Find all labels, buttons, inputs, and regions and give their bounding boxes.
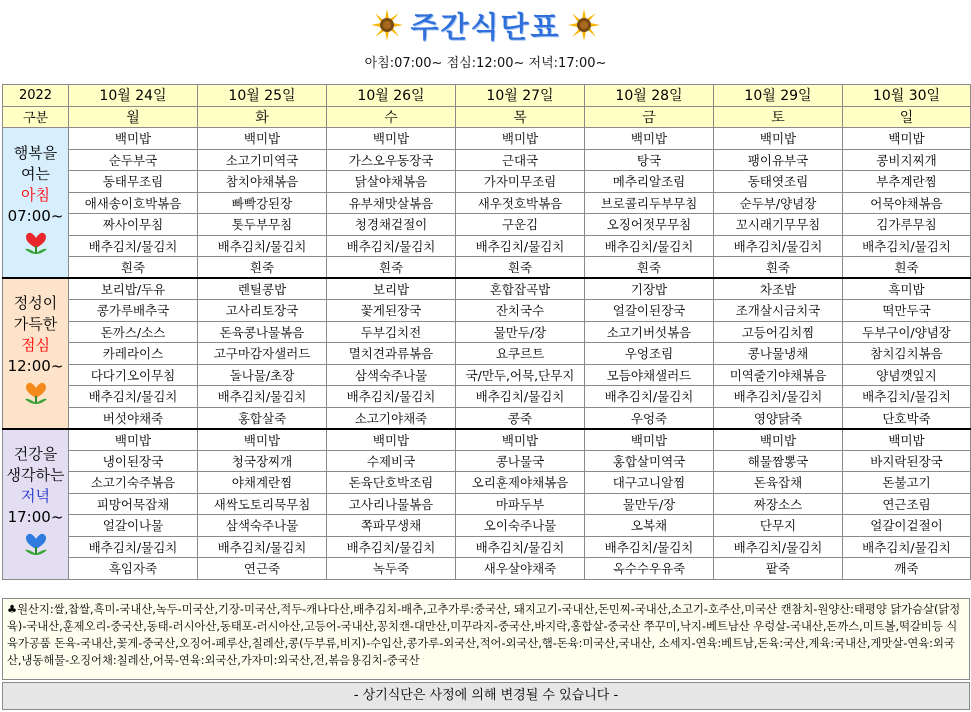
menu-cell: 어묵야채볶음 — [843, 192, 971, 214]
menu-cell: 배추김치/물김치 — [714, 386, 843, 408]
menu-cell: 고사리나물볶음 — [327, 493, 456, 515]
menu-cell: 짜사이무침 — [69, 214, 198, 236]
lunch-label — [3, 278, 69, 429]
menu-cell: 배추김치/물김치 — [69, 386, 198, 408]
menu-cell: 홍합살죽 — [198, 407, 327, 429]
menu-cell: 연근조림 — [843, 493, 971, 515]
menu-cell: 두부구이/양념장 — [843, 321, 971, 343]
menu-cell: 백미밥 — [69, 429, 198, 451]
menu-cell: 국/만두,어묵,단무지 — [456, 364, 585, 386]
menu-cell: 옥수수우유죽 — [585, 558, 714, 580]
breakfast-label — [3, 128, 69, 279]
date-cell: 10월 25일 — [198, 85, 327, 107]
menu-cell: 메추리알조림 — [585, 171, 714, 193]
menu-cell: 오복채 — [585, 515, 714, 537]
menu-cell: 새우젓호박볶음 — [456, 192, 585, 214]
meal-label-line2: 가득한 — [13, 315, 58, 334]
menu-cell: 배추김치/물김치 — [843, 386, 971, 408]
menu-cell: 혼합잡곡밥 — [456, 278, 585, 300]
meal-name: 아침 — [21, 185, 50, 204]
lunch-row — [3, 300, 971, 322]
menu-cell: 돈육콩나물볶음 — [198, 321, 327, 343]
menu-cell: 오이숙주나물 — [456, 515, 585, 537]
menu-cell: 백미밥 — [843, 128, 971, 150]
menu-cell: 유부채맛살볶음 — [327, 192, 456, 214]
menu-cell: 모듬야채샐러드 — [585, 364, 714, 386]
menu-cell: 돈육잡채 — [714, 472, 843, 494]
menu-cell: 배추김치/물김치 — [585, 235, 714, 257]
sunflower-icon — [370, 8, 404, 42]
menu-cell: 꼬시래기무무침 — [714, 214, 843, 236]
menu-cell: 참치김치볶음 — [843, 343, 971, 365]
menu-cell: 배추김치/물김치 — [69, 536, 198, 558]
menu-cell: 두부김치전 — [327, 321, 456, 343]
menu-cell: 수제비국 — [327, 450, 456, 472]
menu-cell: 홍합살미역국 — [585, 450, 714, 472]
menu-cell: 배추김치/물김치 — [198, 386, 327, 408]
menu-cell: 콩죽 — [456, 407, 585, 429]
year-cell: 2022 — [3, 85, 69, 107]
breakfast-row — [3, 171, 971, 193]
breakfast-row — [3, 257, 971, 279]
origin-info: ♣원산지:쌀,찹쌀,흑미-국내산,녹두-미국산,기장-미국산,적두-캐나다산,배추김치-배추,고추가루:중국산, 돼지고기-국내산,돈민찌-국내산,소고기-호주산,미국산 캔참치-원양산:태평양 닭가슴살(닭정육)-국내산,훈제오리-중국산,동태-러시아산,동태포-러시아산,고등어-국내산,꽁치캔-대만산,미꾸라지-중국산,바지락,홍합살-중국산 쭈꾸미,낙지-베트남산 우렁살-국내산,돈까스,미트볼,떡갈비등 식육가공품 돈육-국내산,꽃게-중국산,오징어-페루산,칠레산,콩(두부류,비지)-수입산,콩가루-외국산,적어-외국산,햄-돈육:미국산,국내산, 소세지-연육:베트남,돈육:국산,계육:국내산,게맛살-연육:외국산,냉동해물-오징어채:칠레산,어묵-연육:외국산,가자미:외국산,전,볶음용김치-중국산 — [2, 598, 970, 680]
menu-cell: 부추계란찜 — [843, 171, 971, 193]
breakfast-row — [3, 214, 971, 236]
menu-cell: 배추김치/물김치 — [714, 235, 843, 257]
menu-cell: 청국장찌개 — [198, 450, 327, 472]
menu-cell: 얼갈이겉절이 — [843, 515, 971, 537]
dinner-row — [3, 450, 971, 472]
gubun-cell: 구분 — [3, 106, 69, 128]
menu-cell: 소고기야채죽 — [327, 407, 456, 429]
menu-cell: 야채계란찜 — [198, 472, 327, 494]
menu-cell: 백미밥 — [327, 429, 456, 451]
meal-label-line2: 여는 — [21, 164, 50, 183]
menu-cell: 오징어젓무무침 — [585, 214, 714, 236]
menu-cell: 흰죽 — [69, 257, 198, 279]
sunflower-icon — [567, 8, 601, 42]
menu-cell: 피망어묵잡채 — [69, 493, 198, 515]
menu-cell: 순두부국 — [69, 149, 198, 171]
menu-cell: 배추김치/물김치 — [714, 536, 843, 558]
menu-cell: 배추김치/물김치 — [843, 536, 971, 558]
menu-cell: 조개살시금치국 — [714, 300, 843, 322]
menu-cell: 애새송이호박볶음 — [69, 192, 198, 214]
date-cell: 10월 26일 — [327, 85, 456, 107]
menu-cell: 근대국 — [456, 149, 585, 171]
menu-cell: 배추김치/물김치 — [456, 386, 585, 408]
menu-cell: 해물짬뽕국 — [714, 450, 843, 472]
meal-time: 17:00~ — [7, 508, 64, 526]
menu-cell: 팥죽 — [714, 558, 843, 580]
menu-cell: 동태무조림 — [69, 171, 198, 193]
menu-cell: 물만두/장 — [585, 493, 714, 515]
menu-cell: 보리밥 — [327, 278, 456, 300]
menu-cell: 콩가루배추국 — [69, 300, 198, 322]
menu-cell: 삼색숙주나물 — [327, 364, 456, 386]
menu-cell: 떡만두국 — [843, 300, 971, 322]
menu-cell: 배추김치/물김치 — [327, 235, 456, 257]
header — [0, 0, 971, 84]
dinner-row — [3, 493, 971, 515]
menu-cell: 배추김치/물김치 — [456, 536, 585, 558]
menu-cell: 배추김치/물김치 — [198, 536, 327, 558]
menu-cell: 새우살야채죽 — [456, 558, 585, 580]
menu-cell: 흑임자죽 — [69, 558, 198, 580]
date-cell: 10월 28일 — [585, 85, 714, 107]
menu-cell: 김가루무침 — [843, 214, 971, 236]
meal-name: 점심 — [21, 336, 50, 355]
menu-cell: 배추김치/물김치 — [456, 235, 585, 257]
menu-cell: 흰죽 — [585, 257, 714, 279]
menu-cell: 콩나물냉채 — [714, 343, 843, 365]
date-cell: 10월 27일 — [456, 85, 585, 107]
menu-cell: 콩나물국 — [456, 450, 585, 472]
lunch-row — [3, 386, 971, 408]
breakfast-row — [3, 192, 971, 214]
menu-cell: 물만두/장 — [456, 321, 585, 343]
menu-cell: 백미밥 — [198, 429, 327, 451]
menu-cell: 돈불고기 — [843, 472, 971, 494]
menu-cell: 백미밥 — [585, 429, 714, 451]
dinner-row — [3, 472, 971, 494]
day-cell: 토 — [714, 106, 843, 128]
menu-cell: 빠빡강된장 — [198, 192, 327, 214]
day-cell: 금 — [585, 106, 714, 128]
menu-cell: 백미밥 — [456, 128, 585, 150]
menu-cell: 깨죽 — [843, 558, 971, 580]
menu-cell: 요쿠르트 — [456, 343, 585, 365]
menu-cell: 잔치국수 — [456, 300, 585, 322]
menu-cell: 백미밥 — [456, 429, 585, 451]
dinner-row — [3, 536, 971, 558]
menu-cell: 동태엿조림 — [714, 171, 843, 193]
menu-cell: 기장밥 — [585, 278, 714, 300]
menu-cell: 백미밥 — [198, 128, 327, 150]
menu-cell: 새싹도토리묵무침 — [198, 493, 327, 515]
dinner-row — [3, 515, 971, 537]
meal-label-line1: 건강을 — [13, 445, 58, 463]
dinner-label — [3, 429, 69, 580]
menu-cell: 배추김치/물김치 — [69, 235, 198, 257]
day-cell: 목 — [456, 106, 585, 128]
menu-cell: 흑미밥 — [843, 278, 971, 300]
day-cell: 수 — [327, 106, 456, 128]
menu-cell: 배추김치/물김치 — [327, 536, 456, 558]
menu-cell: 소고기버섯볶음 — [585, 321, 714, 343]
menu-cell: 보리밥/두유 — [69, 278, 198, 300]
menu-cell: 배추김치/물김치 — [327, 386, 456, 408]
menu-cell: 참치야채볶음 — [198, 171, 327, 193]
menu-cell: 단무지 — [714, 515, 843, 537]
meal-time: 12:00~ — [7, 357, 64, 376]
menu-cell: 소고기미역국 — [198, 149, 327, 171]
menu-cell: 오리훈제야채볶음 — [456, 472, 585, 494]
menu-cell: 흰죽 — [714, 257, 843, 279]
menu-cell: 흰죽 — [456, 257, 585, 279]
menu-cell: 가자미무조림 — [456, 171, 585, 193]
menu-cell: 마파두부 — [456, 493, 585, 515]
menu-cell: 배추김치/물김치 — [843, 235, 971, 257]
menu-cell: 백미밥 — [714, 128, 843, 150]
dinner-row — [3, 429, 971, 451]
menu-cell: 팽이유부국 — [714, 149, 843, 171]
menu-cell: 냉이된장국 — [69, 450, 198, 472]
menu-cell: 삼색숙주나물 — [198, 515, 327, 537]
menu-cell: 대구고니알찜 — [585, 472, 714, 494]
tulip-orange-icon — [19, 381, 53, 413]
menu-cell: 소고기숙주볶음 — [69, 472, 198, 494]
menu-cell: 흰죽 — [843, 257, 971, 279]
meal-label-line1: 정성이 — [13, 294, 58, 313]
menu-cell: 영양닭죽 — [714, 407, 843, 429]
menu-cell: 양념깻잎지 — [843, 364, 971, 386]
title-row — [0, 4, 971, 46]
menu-cell: 우엉조림 — [585, 343, 714, 365]
day-cell: 화 — [198, 106, 327, 128]
meal-label-line2: 생각하는 — [6, 466, 65, 484]
menu-cell: 고구마감자샐러드 — [198, 343, 327, 365]
breakfast-row — [3, 128, 971, 150]
menu-cell: 단호박죽 — [843, 407, 971, 429]
tulip-blue-icon — [19, 532, 53, 564]
menu-cell: 돈육단호박조림 — [327, 472, 456, 494]
menu-cell: 가스오우동장국 — [327, 149, 456, 171]
menu-cell: 녹두죽 — [327, 558, 456, 580]
menu-cell: 버섯야채죽 — [69, 407, 198, 429]
meal-label-line1: 행복을 — [13, 143, 58, 162]
menu-cell: 바지락된장국 — [843, 450, 971, 472]
menu-cell: 백미밥 — [585, 128, 714, 150]
menu-cell: 다다기오이무침 — [69, 364, 198, 386]
dinner-row — [3, 558, 971, 580]
page-title: 주간식단표 — [410, 9, 561, 44]
menu-cell: 배추김치/물김치 — [198, 235, 327, 257]
menu-cell: 고등어김치찜 — [714, 321, 843, 343]
menu-cell: 흰죽 — [327, 257, 456, 279]
lunch-row — [3, 278, 971, 300]
menu-cell: 백미밥 — [714, 429, 843, 451]
breakfast-row — [3, 235, 971, 257]
lunch-row — [3, 321, 971, 343]
menu-cell: 배추김치/물김치 — [585, 536, 714, 558]
lunch-row — [3, 364, 971, 386]
menu-cell: 탕국 — [585, 149, 714, 171]
menu-cell: 쪽파무생채 — [327, 515, 456, 537]
meal-name: 저녁 — [21, 487, 50, 505]
menu-cell: 고사리토장국 — [198, 300, 327, 322]
menu-cell: 연근죽 — [198, 558, 327, 580]
menu-cell: 차조밥 — [714, 278, 843, 300]
menu-cell: 미역줄기야채볶음 — [714, 364, 843, 386]
tulip-red-icon — [19, 231, 53, 263]
menu-cell: 꽃게된장국 — [327, 300, 456, 322]
menu-cell: 닭살야채볶음 — [327, 171, 456, 193]
day-header-row — [3, 106, 971, 128]
date-cell: 10월 24일 — [69, 85, 198, 107]
menu-cell: 돈까스/소스 — [69, 321, 198, 343]
change-notice: - 상기식단은 사정에 의해 변경될 수 있습니다 - — [2, 682, 970, 710]
meal-time: 07:00~ — [7, 206, 64, 225]
menu-cell: 짜장소스 — [714, 493, 843, 515]
date-header-row — [3, 85, 971, 107]
weekly-menu-table — [2, 84, 971, 580]
lunch-row — [3, 343, 971, 365]
date-cell: 10월 30일 — [843, 85, 971, 107]
menu-cell: 백미밥 — [327, 128, 456, 150]
menu-cell: 콩비지찌개 — [843, 149, 971, 171]
menu-cell: 카레라이스 — [69, 343, 198, 365]
menu-cell: 구운김 — [456, 214, 585, 236]
menu-cell: 배추김치/물김치 — [585, 386, 714, 408]
menu-cell: 얼갈이된장국 — [585, 300, 714, 322]
menu-cell: 얼갈이나물 — [69, 515, 198, 537]
menu-cell: 백미밥 — [843, 429, 971, 451]
menu-cell: 톳두부무침 — [198, 214, 327, 236]
lunch-row — [3, 407, 971, 429]
menu-cell: 우엉죽 — [585, 407, 714, 429]
menu-cell: 렌틸콩밥 — [198, 278, 327, 300]
menu-cell: 백미밥 — [69, 128, 198, 150]
date-cell: 10월 29일 — [714, 85, 843, 107]
breakfast-row — [3, 149, 971, 171]
menu-cell: 청경채겉절이 — [327, 214, 456, 236]
menu-cell: 흰죽 — [198, 257, 327, 279]
menu-cell: 순두부/양념장 — [714, 192, 843, 214]
menu-cell: 멸치견과류볶음 — [327, 343, 456, 365]
day-cell: 월 — [69, 106, 198, 128]
meal-times: 아침:07:00~ 점심:12:00~ 저녁:17:00~ — [364, 56, 607, 71]
menu-cell: 브로콜리두부무침 — [585, 192, 714, 214]
menu-cell: 돌나물/초장 — [198, 364, 327, 386]
day-cell: 일 — [843, 106, 971, 128]
